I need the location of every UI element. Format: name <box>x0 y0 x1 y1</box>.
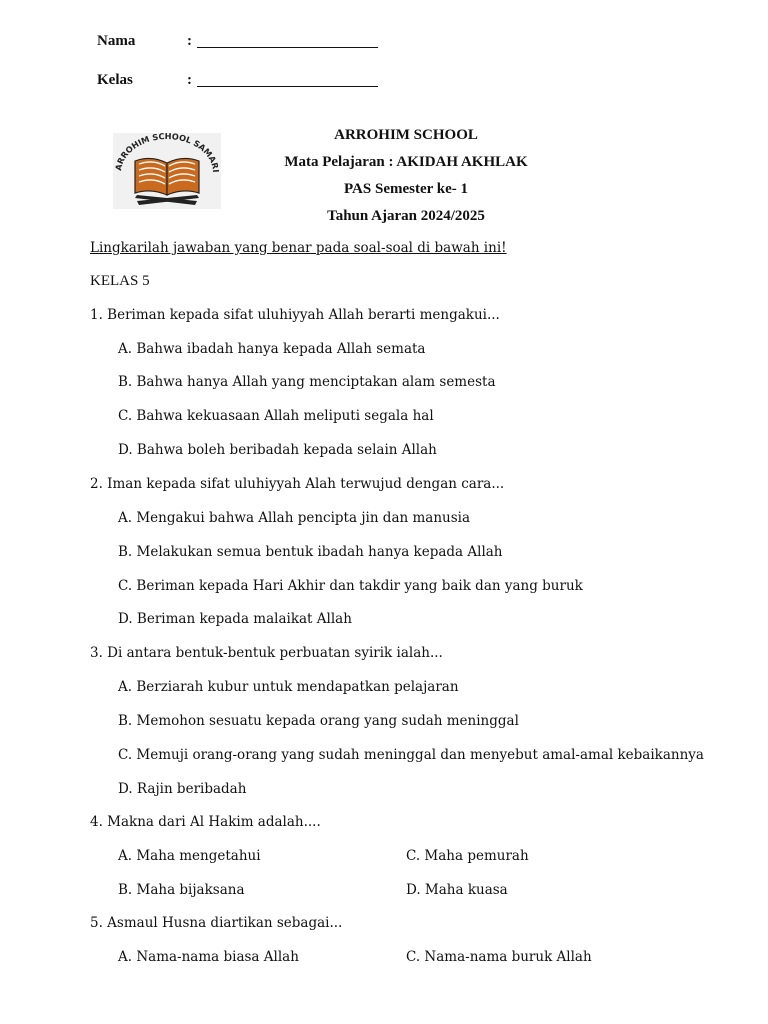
book-logo-icon <box>113 133 221 209</box>
question-1-option-b[interactable]: B. Bahwa hanya Allah yang menciptakan alam semesta <box>118 374 496 390</box>
school-logo <box>113 133 221 209</box>
question-5-option-a[interactable]: A. Nama-nama biasa Allah <box>118 949 299 965</box>
question-4-option-a[interactable]: A. Maha mengetahui <box>118 848 261 864</box>
kelas-label: Kelas <box>97 72 133 88</box>
question-4: 4. Makna dari Al Hakim adalah.... <box>90 814 321 830</box>
question-2-option-a[interactable]: A. Mengakui bahwa Allah pencipta jin dan manusia <box>118 510 471 526</box>
nama-field[interactable] <box>97 33 397 53</box>
class-label: KELAS 5 <box>90 273 150 289</box>
subject-title: Mata Pelajaran : AKIDAH AKHLAK <box>284 154 528 170</box>
question-3: 3. Di antara bentuk-bentuk perbuatan syirik ialah... <box>90 645 443 661</box>
question-2: 2. Iman kepada sifat uluhiyyah Alah terwujud dengan cara... <box>90 476 505 492</box>
question-1-option-c[interactable]: C. Bahwa kekuasaan Allah meliputi segala hal <box>118 408 434 424</box>
question-5: 5. Asmaul Husna diartikan sebagai... <box>90 915 343 931</box>
semester-title: PAS Semester ke- 1 <box>344 181 468 197</box>
academic-year: Tahun Ajaran 2024/2025 <box>327 208 485 224</box>
instruction-text: Lingkarilah jawaban yang benar pada soal-soal di bawah ini! <box>90 240 507 256</box>
question-3-option-a[interactable]: A. Berziarah kubur untuk mendapatkan pelajaran <box>118 679 459 695</box>
nama-colon: : <box>187 33 192 49</box>
kelas-field[interactable] <box>97 72 397 92</box>
question-2-option-d[interactable]: D. Beriman kepada malaikat Allah <box>118 611 352 627</box>
question-4-option-b[interactable]: B. Maha bijaksana <box>118 882 245 898</box>
nama-label: Nama <box>97 33 136 49</box>
question-3-option-c[interactable]: C. Memuji orang-orang yang sudah meninggal dan menyebut amal-amal kebaikannya <box>118 747 704 763</box>
question-2-option-b[interactable]: B. Melakukan semua bentuk ibadah hanya kepada Allah <box>118 544 503 560</box>
nama-blank-line[interactable] <box>197 47 378 48</box>
question-1-option-a[interactable]: A. Bahwa ibadah hanya kepada Allah semata <box>118 341 426 357</box>
question-5-option-c[interactable]: C. Nama-nama buruk Allah <box>406 949 592 965</box>
question-3-option-b[interactable]: B. Memohon sesuatu kepada orang yang sudah meninggal <box>118 713 519 729</box>
question-1-option-d[interactable]: D. Bahwa boleh beribadah kepada selain Allah <box>118 442 437 458</box>
question-4-option-d[interactable]: D. Maha kuasa <box>406 882 508 898</box>
kelas-blank-line[interactable] <box>197 86 378 87</box>
question-4-option-c[interactable]: C. Maha pemurah <box>406 848 529 864</box>
question-2-option-c[interactable]: C. Beriman kepada Hari Akhir dan takdir yang baik dan yang buruk <box>118 578 583 594</box>
kelas-colon: : <box>187 72 192 88</box>
school-name: ARROHIM SCHOOL <box>334 127 478 143</box>
logo-text: ARROHIM SCHOOL SAMARI <box>113 133 221 173</box>
question-3-option-d[interactable]: D. Rajin beribadah <box>118 781 247 797</box>
question-1: 1. Beriman kepada sifat uluhiyyah Allah berarti mengakui... <box>90 307 500 323</box>
